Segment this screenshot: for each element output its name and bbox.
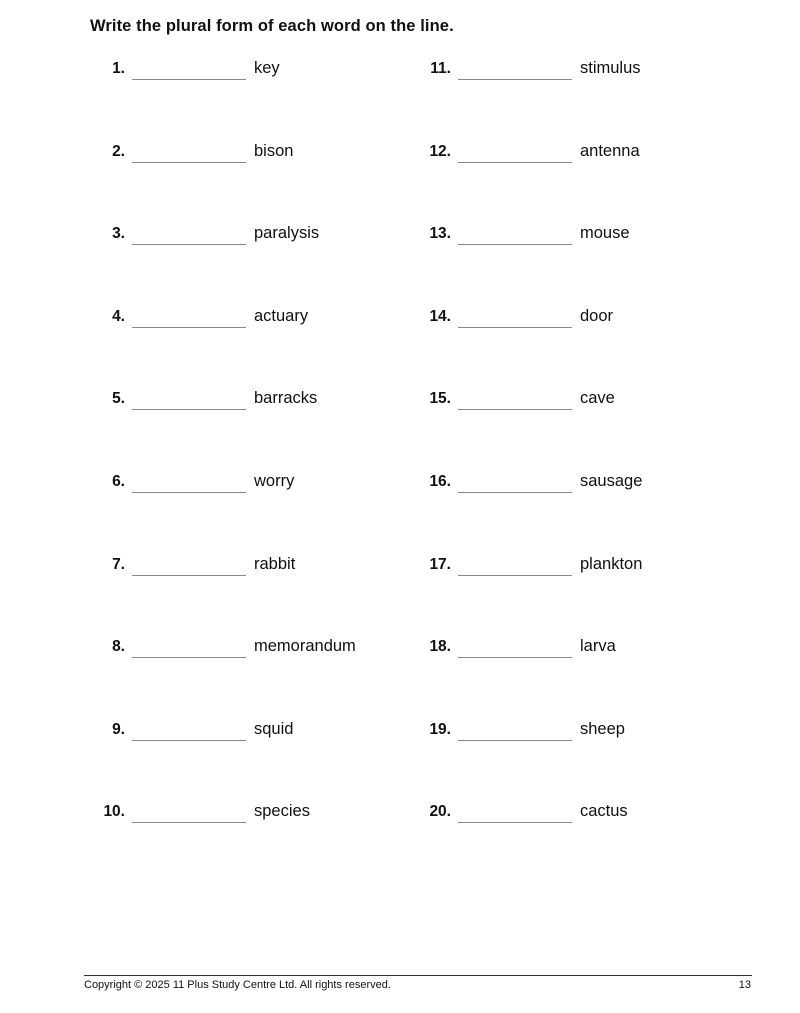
- question-number: 5.: [112, 390, 125, 408]
- page-number: 13: [738, 979, 751, 991]
- question-number: 18.: [429, 638, 451, 656]
- question-number: 6.: [112, 472, 125, 490]
- answer-line[interactable]: [132, 244, 246, 245]
- question-item: [80, 719, 400, 802]
- question-item: [80, 58, 400, 141]
- question-item: [80, 388, 400, 471]
- question-word: key: [254, 59, 280, 77]
- question-word: door: [580, 306, 614, 325]
- question-item: [406, 388, 726, 471]
- question-number: 1.: [112, 60, 125, 77]
- answer-line[interactable]: [132, 409, 246, 410]
- question-word: worry: [254, 471, 295, 490]
- answer-line[interactable]: [458, 327, 572, 328]
- question-word: stimulus: [580, 59, 641, 77]
- question-number: 15.: [429, 390, 451, 408]
- question-item: [406, 636, 726, 719]
- question-number: 13.: [429, 225, 451, 243]
- question-number: 11.: [430, 60, 451, 77]
- question-item: [80, 223, 400, 306]
- question-word: actuary: [254, 306, 309, 325]
- question-number: 19.: [429, 720, 451, 738]
- question-item: [406, 554, 726, 637]
- question-number: 9.: [112, 720, 125, 738]
- question-number: 10.: [103, 803, 125, 821]
- question-word: bison: [254, 141, 294, 160]
- question-number: 2.: [112, 142, 125, 160]
- answer-line[interactable]: [132, 740, 246, 741]
- answer-line[interactable]: [132, 575, 246, 576]
- answer-line[interactable]: [132, 327, 246, 328]
- question-item: [80, 554, 400, 637]
- answer-line[interactable]: [458, 244, 572, 245]
- question-item: [80, 471, 400, 554]
- question-word: barracks: [254, 389, 318, 408]
- answer-line[interactable]: [132, 657, 246, 658]
- answer-line[interactable]: [132, 822, 246, 823]
- question-word: antenna: [580, 141, 640, 160]
- answer-line[interactable]: [458, 575, 572, 576]
- copyright-notice: Copyright © 2025 11 Plus Study Centre Ltd. All rights reserved.: [84, 979, 391, 991]
- question-item: [406, 719, 726, 802]
- answer-line[interactable]: [132, 162, 246, 163]
- answer-line[interactable]: [458, 657, 572, 658]
- right-column: [406, 58, 726, 884]
- question-word: larva: [580, 637, 616, 656]
- question-number: 8.: [112, 638, 125, 656]
- question-word: cave: [580, 389, 615, 408]
- instruction-heading: Write the plural form of each word on the line.: [90, 17, 454, 35]
- question-item: [406, 141, 726, 224]
- question-word: memorandum: [254, 637, 356, 656]
- question-item: [406, 471, 726, 554]
- answer-line[interactable]: [458, 492, 572, 493]
- question-item: [406, 223, 726, 306]
- question-word: plankton: [580, 554, 643, 573]
- question-number: 17.: [429, 555, 451, 573]
- question-number: 3.: [112, 225, 125, 243]
- answer-line[interactable]: [458, 162, 572, 163]
- question-item: [80, 636, 400, 719]
- answer-line[interactable]: [458, 409, 572, 410]
- question-number: 4.: [112, 307, 125, 325]
- question-item: [80, 141, 400, 224]
- answer-line[interactable]: [458, 79, 572, 80]
- question-word: sheep: [580, 719, 625, 738]
- answer-line[interactable]: [458, 740, 572, 741]
- question-number: 16.: [429, 472, 451, 490]
- question-item: [406, 58, 726, 141]
- question-word: rabbit: [254, 554, 296, 573]
- question-word: mouse: [580, 224, 630, 243]
- footer-divider: [84, 975, 752, 976]
- question-item: [406, 306, 726, 389]
- question-item: [406, 801, 726, 884]
- question-word: squid: [254, 719, 294, 738]
- answer-line[interactable]: [132, 492, 246, 493]
- question-word: species: [254, 802, 310, 821]
- question-number: 20.: [429, 803, 451, 821]
- question-word: sausage: [580, 471, 643, 490]
- question-number: 14.: [429, 307, 451, 325]
- question-item: [80, 306, 400, 389]
- answer-line[interactable]: [132, 79, 246, 80]
- question-item: [80, 801, 400, 884]
- question-number: 12.: [429, 142, 451, 160]
- question-word: cactus: [580, 802, 628, 821]
- left-column: [80, 58, 400, 884]
- answer-line[interactable]: [458, 822, 572, 823]
- question-word: paralysis: [254, 224, 320, 243]
- question-number: 7.: [112, 555, 125, 573]
